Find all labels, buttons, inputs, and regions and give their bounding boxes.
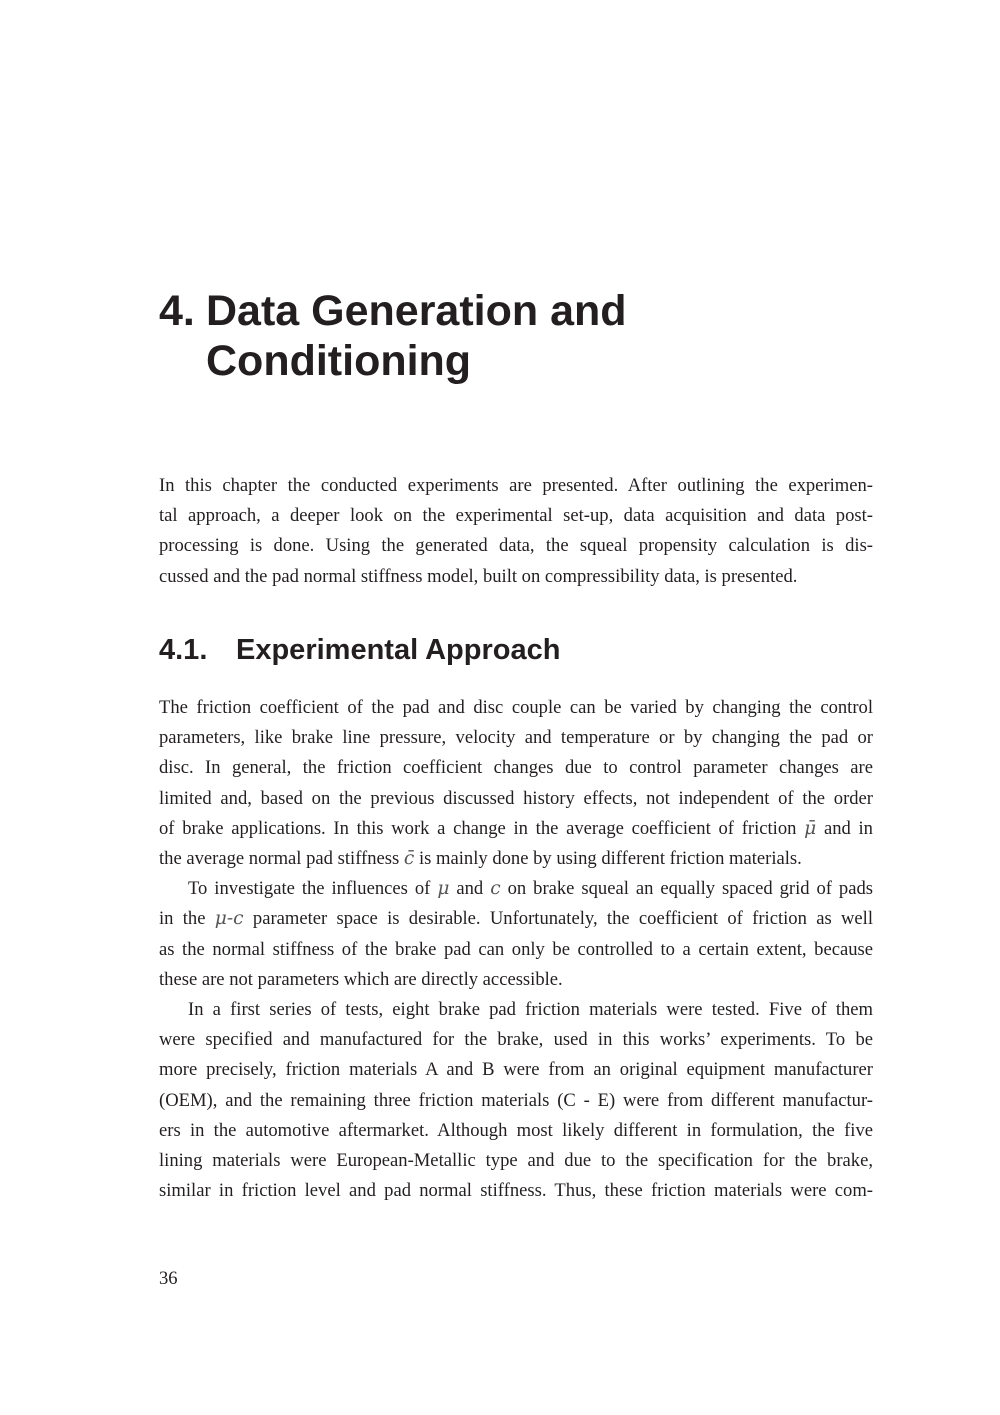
chapter-title [206,286,879,386]
text-line [159,844,873,874]
text-segment: parameter space is desirable. Unfortunately, the coefficient of friction as well [252,908,873,930]
text-segment: In a first series of tests, eight brake pad friction materials were tested. Five of them [188,999,873,1021]
math-mu: μ [437,878,450,900]
text-segment: the average normal pad stiffness [159,848,400,870]
text-line: The friction coefficient of the pad and disc couple can be varied by changing the control [159,697,873,718]
text-segment: in the [159,908,206,930]
text-line: parameters, like brake line pressure, velocity and temperature or by changing the pad or [159,727,873,749]
text-segment: and in [823,817,873,839]
text-line: were specified and manufactured for the brake, used in this works’ experiments. To be [159,1029,873,1051]
math-c-bar: c̄ [403,848,415,870]
text-line: similar in friction level and pad normal stiffness. Thus, these friction materials were com- [159,1180,873,1202]
text-line [159,904,873,934]
body-paragraph-1 [159,693,873,874]
section-heading [159,632,873,668]
text-line: ers in the automotive aftermarket. Although most likely different in formulation, the five [159,1119,873,1141]
text-line: cussed and the pad normal stiffness model, built on compressibility data, is presented. [159,565,798,587]
intro-paragraph [159,471,873,592]
text-line: as the normal stiffness of the brake pad can only be controlled to a certain extent, because [159,938,873,960]
text-line: (OEM), and the remaining three friction materials (C - E) were from different manufactur- [159,1089,873,1111]
text-segment: is mainly done by using different friction materials. [419,848,802,870]
text-line: lining materials were European-Metallic type and due to the specification for the brake, [159,1150,873,1172]
text-line: more precisely, friction materials A and B were from an original equipment manufacturer [159,1059,873,1081]
math-c: c [490,878,501,900]
section-title: Experimental Approach [236,634,561,666]
text-line [159,814,873,844]
chapter-heading [159,286,879,386]
text-segment: and [456,878,484,900]
text-segment: To investigate the influences of [188,878,431,900]
chapter-title-line-2: Conditioning [206,337,472,385]
body-paragraph-2 [159,874,873,995]
section-number: 4.1. [159,634,208,666]
body-paragraph-3 [159,995,873,1206]
text-segment: of brake applications. In this work a change in the average coefficient of friction [159,817,797,839]
chapter-number: 4. [159,287,195,335]
math-mu-bar: μ̄ [804,817,817,839]
section-body [159,693,873,1206]
text-line: In this chapter the conducted experiments are presented. After outlining the experimen- [159,475,873,496]
text-line: processing is done. Using the generated data, the squeal propensity calculation is dis- [159,535,873,557]
text-line: these are not parameters which are directly accessible. [159,968,563,990]
text-line: disc. In general, the friction coefficient changes due to control parameter changes are [159,757,873,779]
page-number: 36 [159,1268,178,1289]
text-line [159,874,873,904]
chapter-intro [159,471,873,592]
text-segment: on brake squeal an equally spaced grid of pads [507,878,873,900]
text-line: limited and, based on the previous discussed history effects, not independent of the order [159,787,873,809]
math-mu-c: μ-c [214,908,244,930]
text-line [159,995,873,1025]
chapter-title-line-1: Data Generation and [206,287,627,335]
text-line: tal approach, a deeper look on the experimental set-up, data acquisition and data post- [159,505,873,527]
